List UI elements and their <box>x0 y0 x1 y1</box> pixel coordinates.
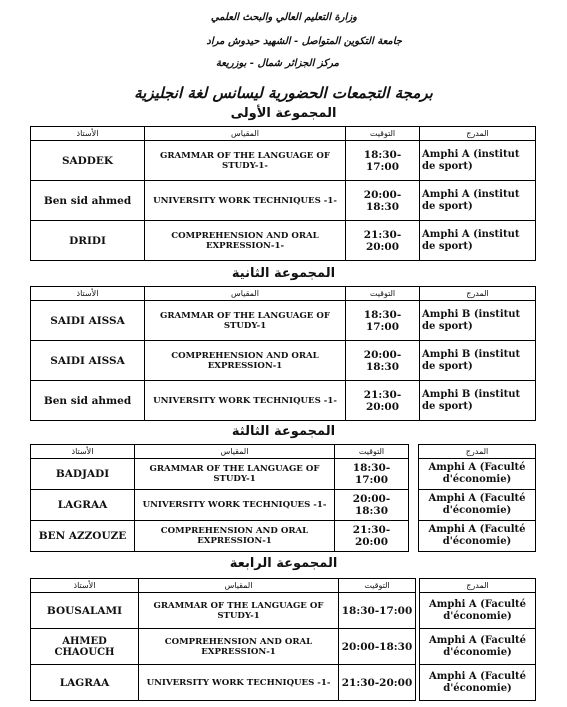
module-cell: COMPREHENSION AND ORAL EXPRESSION-1 <box>135 521 335 552</box>
module-cell: GRAMMAR OF THE LANGUAGE OF STUDY-1- <box>145 141 346 181</box>
table-row <box>420 665 536 701</box>
col-prof: الأستاذ <box>31 127 145 141</box>
table-header-row <box>31 445 409 459</box>
schedule-table-group-3 <box>30 444 409 552</box>
branch-line: مركز الجزائر شمال - بوزريعة <box>215 58 339 69</box>
col-amphi: المدرج <box>420 287 536 301</box>
amphi-cell: Amphi A (Faculté d'économie) <box>420 593 536 629</box>
amphi-cell: Amphi A (institut de sport) <box>420 181 536 221</box>
prof-cell: DRIDI <box>31 221 145 261</box>
module-cell: GRAMMAR OF THE LANGUAGE OF STUDY-1 <box>139 593 339 629</box>
col-amphi: المدرج <box>419 445 536 459</box>
time-cell: 21:30-20:00 <box>346 221 420 261</box>
table-row <box>420 593 536 629</box>
group-title-1: المجموعة الأولى <box>230 106 337 121</box>
amphi-cell: Amphi A (Faculté d'économie) <box>420 665 536 701</box>
time-cell: 20:00-18:30 <box>339 629 416 665</box>
table-row <box>31 521 409 552</box>
table-row <box>31 593 416 629</box>
col-time: التوقيت <box>335 445 409 459</box>
prof-cell: LAGRAA <box>31 490 135 521</box>
center-line: جامعة التكوين المتواصل - الشهيد حيدوش مراد <box>206 36 402 47</box>
col-time: التوقيت <box>346 287 420 301</box>
col-module: المقياس <box>135 445 335 459</box>
group-title-4: المجموعة الرابعة <box>229 556 338 571</box>
time-cell: 20:00-18:30 <box>346 341 420 381</box>
time-cell: 21:30-20:00 <box>335 521 409 552</box>
prof-cell: BADJADI <box>31 459 135 490</box>
schedule-table-group-4 <box>30 578 416 701</box>
time-cell: 18:30-17:00 <box>346 141 420 181</box>
col-module: المقياس <box>145 287 346 301</box>
amphi-cell: Amphi B (institut de sport) <box>420 381 536 421</box>
time-cell: 20:00-18:30 <box>335 490 409 521</box>
table-header-row <box>31 127 536 141</box>
table-row <box>419 521 536 552</box>
module-cell: GRAMMAR OF THE LANGUAGE OF STUDY-1 <box>145 301 346 341</box>
table-row <box>420 629 536 665</box>
module-cell: UNIVERSITY WORK TECHNIQUES -1- <box>145 381 346 421</box>
col-amphi: المدرج <box>420 127 536 141</box>
prof-cell: SAIDI AISSA <box>31 341 145 381</box>
amphi-table-group-3 <box>418 444 536 552</box>
module-cell: UNIVERSITY WORK TECHNIQUES -1- <box>145 181 346 221</box>
document-title: برمجة التجمعات الحضورية ليسانس لغة انجليزية <box>134 84 433 102</box>
amphi-cell: Amphi A (Faculté d'économie) <box>419 490 536 521</box>
table-row <box>31 221 536 261</box>
schedule-table-group-1 <box>30 126 536 261</box>
table-row <box>31 301 536 341</box>
prof-cell: BEN AZZOUZE <box>31 521 135 552</box>
col-time: التوقيت <box>346 127 420 141</box>
table-row <box>31 141 536 181</box>
group-title-2: المجموعة الثانية <box>231 266 336 281</box>
module-cell: COMPREHENSION AND ORAL EXPRESSION-1 <box>145 341 346 381</box>
module-cell: UNIVERSITY WORK TECHNIQUES -1- <box>135 490 335 521</box>
table-row <box>31 381 536 421</box>
table-header-row <box>31 287 536 301</box>
amphi-cell: Amphi B (institut de sport) <box>420 341 536 381</box>
table-header-row <box>31 579 416 593</box>
table-row <box>31 490 409 521</box>
module-cell: UNIVERSITY WORK TECHNIQUES -1- <box>139 665 339 701</box>
table-row <box>31 341 536 381</box>
table-row <box>419 490 536 521</box>
time-cell: 20:00-18:30 <box>346 181 420 221</box>
amphi-cell: Amphi A (institut de sport) <box>420 141 536 181</box>
table-row <box>31 181 536 221</box>
module-cell: COMPREHENSION AND ORAL EXPRESSION-1- <box>145 221 346 261</box>
time-cell: 18:30-17:00 <box>335 459 409 490</box>
prof-cell: AHMED CHAOUCH <box>31 629 139 665</box>
prof-cell: Ben sid ahmed <box>31 181 145 221</box>
time-cell: 21:30-20:00 <box>339 665 416 701</box>
schedule-table-group-2 <box>30 286 536 421</box>
col-module: المقياس <box>145 127 346 141</box>
table-row <box>31 665 416 701</box>
time-cell: 21:30-20:00 <box>346 381 420 421</box>
time-cell: 18:30-17:00 <box>339 593 416 629</box>
prof-cell: SADDEK <box>31 141 145 181</box>
time-cell: 18:30-17:00 <box>346 301 420 341</box>
amphi-cell: Amphi B (institut de sport) <box>420 301 536 341</box>
module-cell: GRAMMAR OF THE LANGUAGE OF STUDY-1 <box>135 459 335 490</box>
col-module: المقياس <box>139 579 339 593</box>
table-header-row <box>419 445 536 459</box>
group-title-3: المجموعة الثالثة <box>231 424 336 439</box>
col-prof: الأستاذ <box>31 579 139 593</box>
amphi-cell: Amphi A (institut de sport) <box>420 221 536 261</box>
prof-cell: LAGRAA <box>31 665 139 701</box>
table-header-row <box>420 579 536 593</box>
prof-cell: Ben sid ahmed <box>31 381 145 421</box>
table-row <box>31 629 416 665</box>
col-amphi: المدرج <box>420 579 536 593</box>
col-prof: الأستاذ <box>31 287 145 301</box>
amphi-cell: Amphi A (Faculté d'économie) <box>419 459 536 490</box>
amphi-cell: Amphi A (Faculté d'économie) <box>420 629 536 665</box>
col-prof: الأستاذ <box>31 445 135 459</box>
amphi-cell: Amphi A (Faculté d'économie) <box>419 521 536 552</box>
ministry-line: وزارة التعليم العالي والبحث العلمي <box>210 12 357 23</box>
module-cell: COMPREHENSION AND ORAL EXPRESSION-1 <box>139 629 339 665</box>
table-row <box>31 459 409 490</box>
amphi-table-group-4 <box>419 578 536 701</box>
col-time: التوقيت <box>339 579 416 593</box>
prof-cell: BOUSALAMI <box>31 593 139 629</box>
prof-cell: SAIDI AISSA <box>31 301 145 341</box>
table-row <box>419 459 536 490</box>
